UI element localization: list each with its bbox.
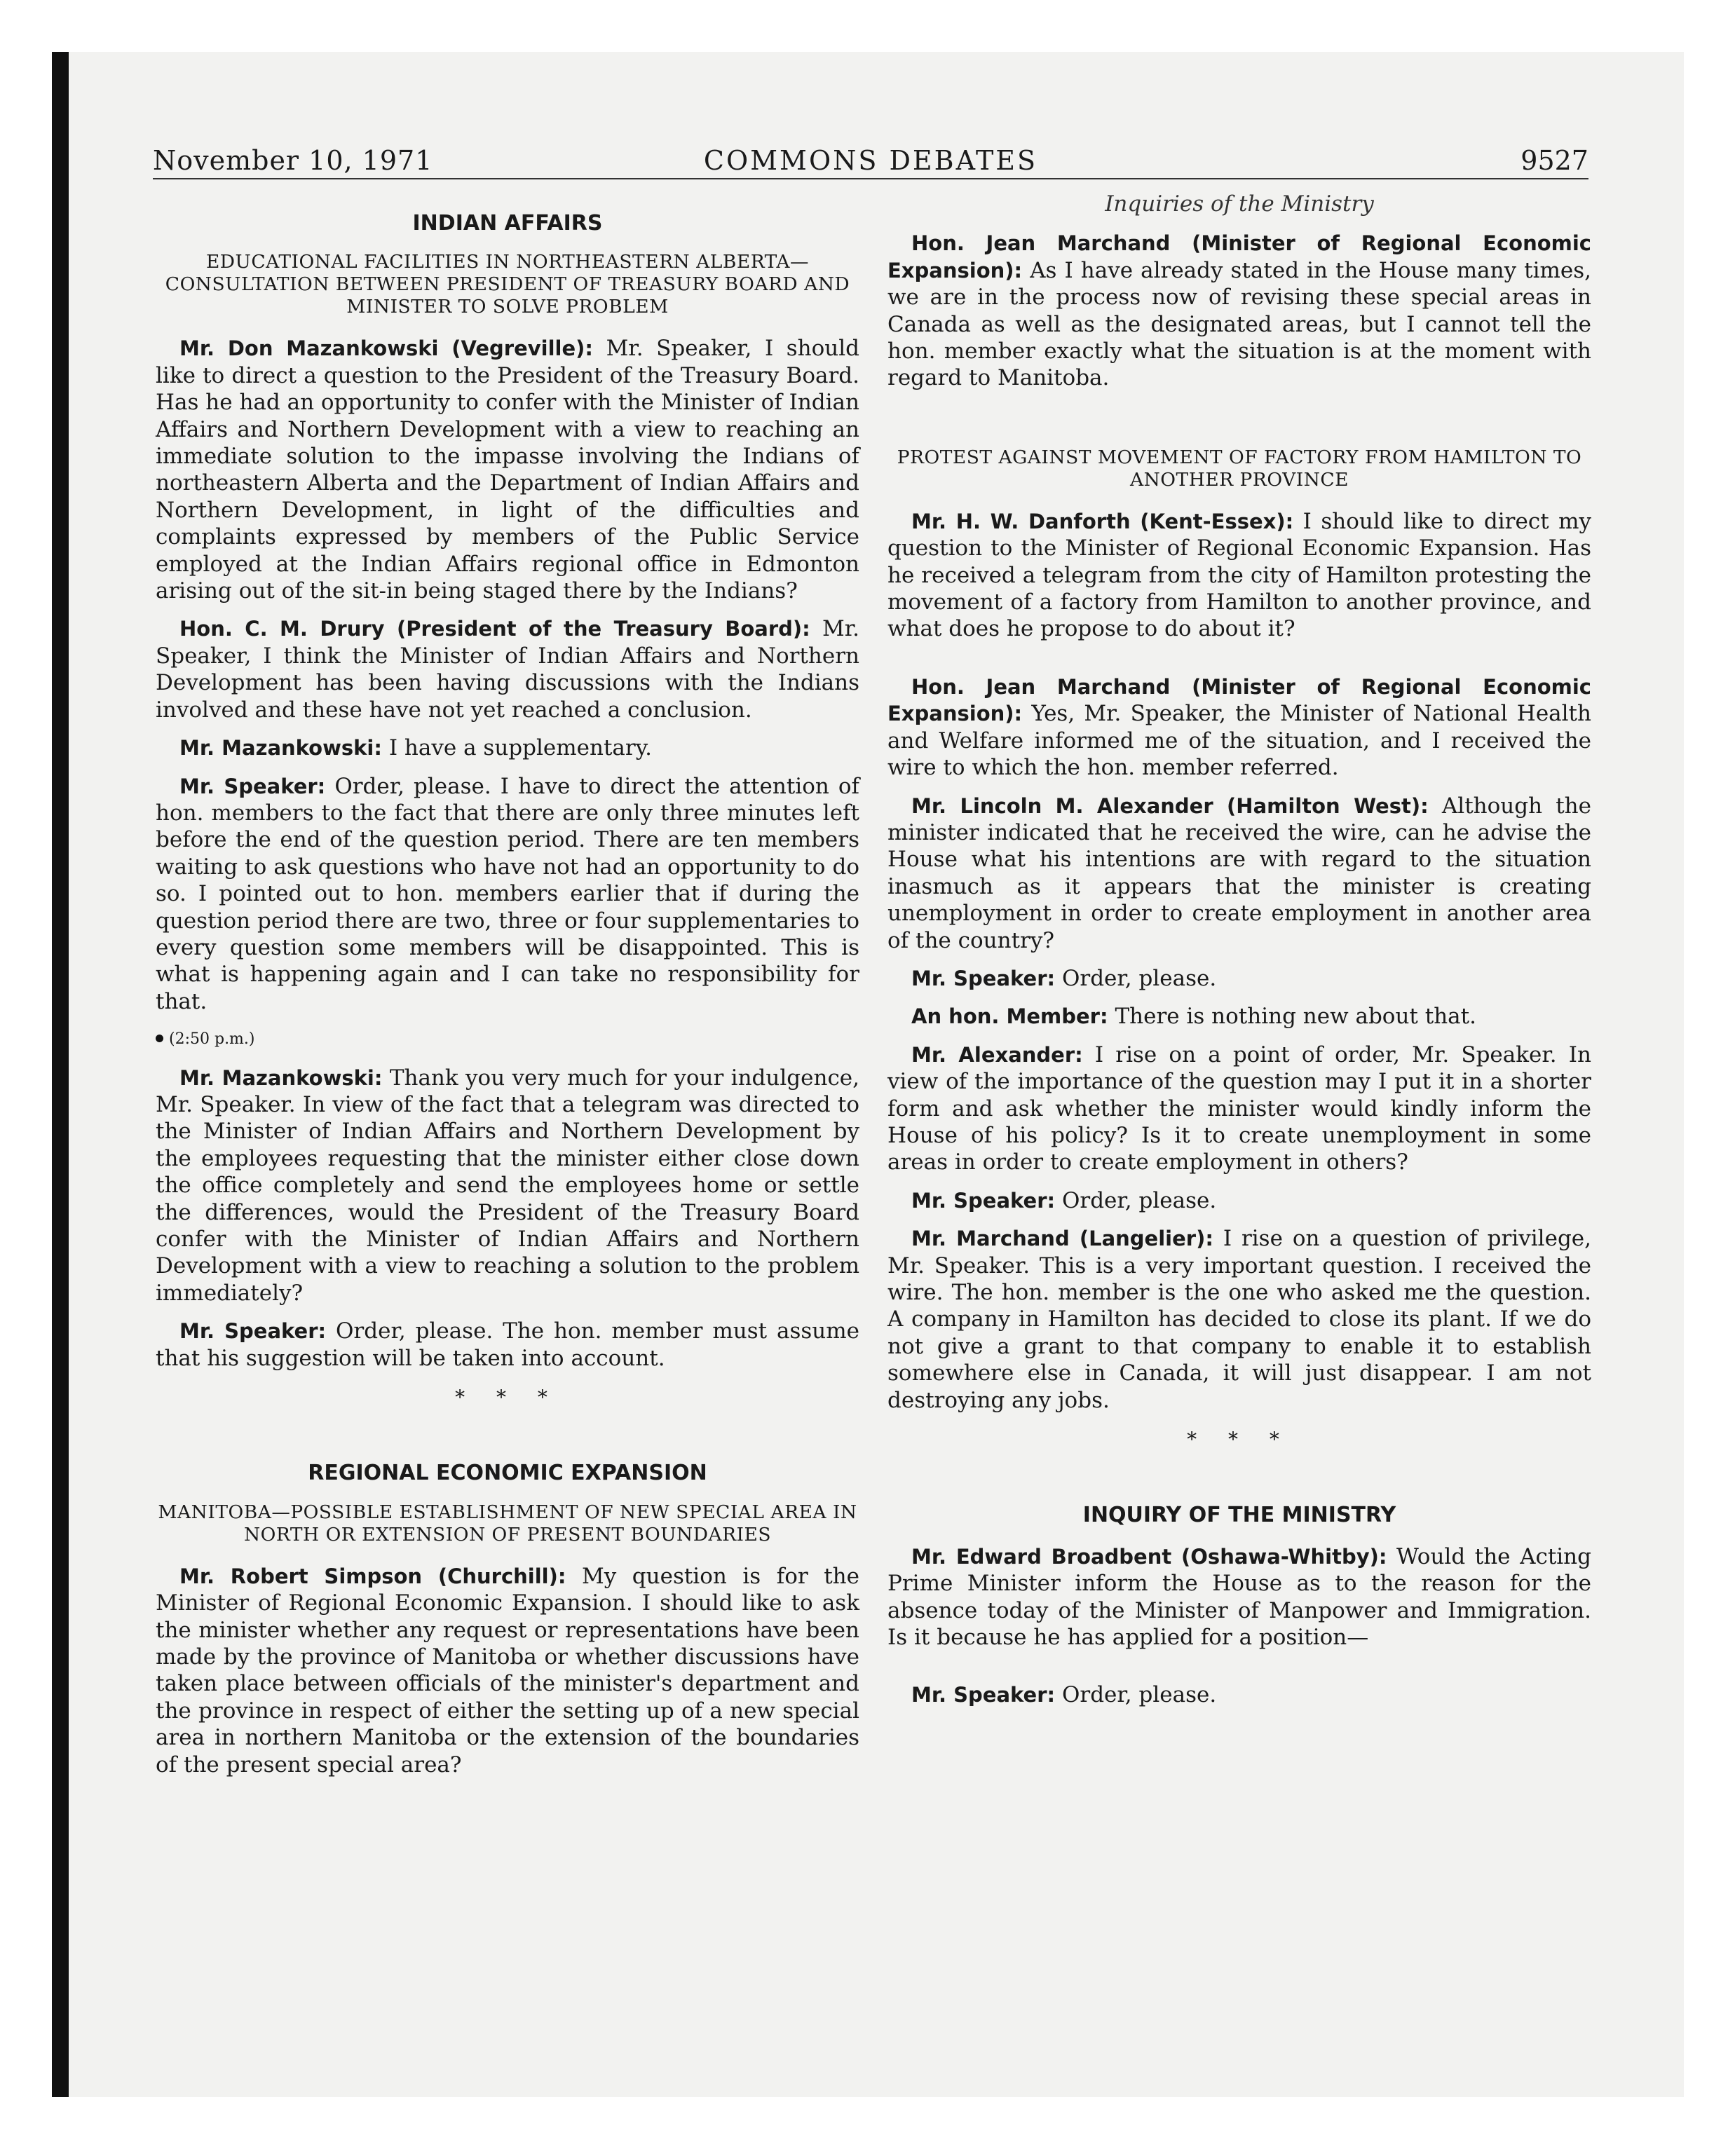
speech-paragraph	[887, 1543, 1591, 1651]
speech-paragraph	[156, 1318, 859, 1372]
page-header	[153, 144, 1588, 179]
speaker-name: Mr. Speaker:	[179, 774, 326, 798]
speech-text: I rise on a question of privilege, Mr. Speaker. This is a very important question. I received the wire. The hon. member is the one who asked me the question. A company in Hamilton has decided to close its plant. If we do not give a grant to that company to enable it to establish somewhere else in Canada, it will just disappear. I am not destroying any jobs.	[887, 1226, 1591, 1413]
header-title: COMMONS DEBATES	[703, 145, 1038, 176]
speaker-name: Hon. Jean Marchand (Minister of Regional Economic Expansion):	[887, 231, 1591, 282]
section-heading: INDIAN AFFAIRS	[412, 211, 603, 236]
speaker-name: Mr. Speaker:	[911, 966, 1056, 990]
speech-paragraph	[887, 1187, 1591, 1214]
section-heading: INQUIRY OF THE MINISTRY	[1082, 1503, 1396, 1528]
header-date: November 10, 1971	[153, 145, 433, 176]
timestamp	[156, 1026, 859, 1053]
running-head: Inquiries of the Ministry	[1105, 191, 1374, 217]
speech-text: I should like to direct my question to the Minister of Regional Economic Expansion. Has he received a telegram from the city of Hamilton protesting the movement of a factory from Hamilton to another province, and what does he propose to do about it?	[887, 508, 1591, 642]
section-separator: * * *	[455, 1386, 560, 1410]
speech-paragraph	[887, 965, 1591, 992]
speech-text: Order, please.	[1061, 1187, 1217, 1213]
left-column	[156, 191, 859, 1789]
speaker-name: Mr. Mazankowski:	[179, 1065, 383, 1090]
speech-text: Would the Acting Prime Minister inform the House as to the reason for the absence today of the Minister of Manpower and Immigration. Is it because he has applied for a position—	[887, 1543, 1591, 1651]
speech-text: Order, please.	[1061, 1682, 1217, 1708]
speaker-name: Mr. Don Mazankowski (Vegreville):	[179, 336, 594, 361]
speech-text: Although the minister indicated that he received the wire, can he advise the House what his intentions are with regard to the situation inasmuch as it appears that the minister is creating unemployment in order to create employment in another area of the country?	[887, 793, 1591, 953]
speech-paragraph	[156, 773, 859, 1016]
speaker-name: Mr. Marchand (Langelier):	[911, 1227, 1213, 1251]
speech-paragraph	[887, 674, 1591, 782]
speech-text: There is nothing new about that.	[1115, 1004, 1476, 1030]
speech-paragraph	[156, 335, 859, 604]
speech-paragraph	[887, 1003, 1591, 1030]
speech-paragraph	[156, 735, 859, 761]
section-separator: * * *	[1187, 1428, 1292, 1452]
speaker-name: Mr. Robert Simpson (Churchill):	[179, 1564, 566, 1588]
section-subheading: PROTEST AGAINST MOVEMENT OF FACTORY FROM HAMILTON TO ANOTHER PROVINCE	[897, 446, 1582, 491]
timestamp-text: (2:50 p.m.)	[169, 1030, 255, 1049]
section-subheading: EDUCATIONAL FACILITIES IN NORTHEASTERN ALBERTA—CONSULTATION BETWEEN PRESIDENT OF TREASURY BOARD AND MINISTER TO SOLVE PROBLEM	[165, 251, 850, 318]
speech-paragraph	[887, 1681, 1591, 1708]
speech-paragraph	[887, 1225, 1591, 1414]
speech-paragraph	[887, 230, 1591, 391]
speech-text: My question is for the Minister of Regional Economic Expansion. I should like to ask the minister whether any request or representations have been made by the province of Manitoba or whether discussions have taken place between officials of the minister's department and the province in respect of either the setting up of a new special area in northern Manitoba or the extension of the boundaries of the present special area?	[156, 1563, 859, 1778]
speaker-name: Hon. Jean Marchand (Minister of Regional Economic Expansion):	[887, 674, 1591, 726]
scan-border	[52, 52, 69, 2097]
speech-text: Order, please. The hon. member must assume that his suggestion will be taken into account.	[156, 1318, 859, 1371]
section-heading: REGIONAL ECONOMIC EXPANSION	[308, 1461, 707, 1486]
speech-paragraph	[156, 1065, 859, 1307]
speech-paragraph	[156, 1563, 859, 1778]
speech-text: I rise on a point of order, Mr. Speaker. In view of the importance of the question may I put it in a shorter form and ask whether the minister would kindly inform the House of his policy? Is it to create unemployment in some areas in order to create employment in others?	[887, 1042, 1592, 1175]
speaker-name: Mr. H. W. Danforth (Kent-Essex):	[911, 509, 1294, 533]
section-subheading: MANITOBA—POSSIBLE ESTABLISHMENT OF NEW SPECIAL AREA IN NORTH OR EXTENSION OF PRESENT BOUNDARIES	[158, 1501, 857, 1546]
speech-text: Mr. Speaker, I think the Minister of Indian Affairs and Northern Development has been having discussions with the Indians involved and these have not yet reached a conclusion.	[156, 616, 859, 723]
speaker-name: Mr. Speaker:	[911, 1683, 1056, 1707]
speech-text: As I have already stated in the House many times, we are in the process now of revising these special areas in Canada as well as the designated areas, but I cannot tell the hon. member exactly what the situation is at the moment with regard to Manitoba.	[887, 257, 1592, 391]
speaker-name: Mr. Alexander:	[911, 1042, 1083, 1067]
speech-paragraph	[887, 793, 1591, 954]
page-number: 9527	[1520, 145, 1588, 176]
speech-text: I have a supplementary.	[388, 735, 652, 761]
speaker-name: Mr. Mazankowski:	[179, 736, 382, 760]
speaker-name: Mr. Edward Broadbent (Oshawa-Whitby):	[911, 1544, 1387, 1569]
speaker-name: Hon. C. M. Drury (President of the Treasury Board):	[179, 617, 810, 641]
speech-paragraph	[887, 508, 1591, 643]
speaker-name: Mr. Lincoln M. Alexander (Hamilton West):	[911, 793, 1429, 818]
speaker-name: An hon. Member:	[911, 1004, 1108, 1029]
speech-paragraph	[156, 615, 859, 723]
speech-paragraph	[887, 1042, 1591, 1176]
speech-text: Order, please.	[1061, 965, 1217, 991]
speaker-name: Mr. Speaker:	[179, 1319, 327, 1344]
right-column	[887, 191, 1591, 1720]
speaker-name: Mr. Speaker:	[911, 1188, 1056, 1213]
bullet-icon	[156, 1035, 163, 1042]
speech-text: Yes, Mr. Speaker, the Minister of National Health and Welfare informed me of the situation, and I received the wire to which the hon. member referred.	[887, 701, 1591, 781]
speech-text: Mr. Speaker, I should like to direct a question to the President of the Treasury Board. Has he had an opportunity to confer with the Minister of Indian Affairs and Northern Development with a view to reaching an immediate solution to the impasse involving the Indians of northeastern Alberta and the Department of Indian Affairs and Northern Development, in light of the difficulties and complaints expressed by members of the Public Service employed at the Indian Affairs regional office in Edmonton arising out of the sit-in being staged there by the Indians?	[156, 336, 859, 604]
speech-text: Order, please. I have to direct the attention of hon. members to the fact that there are only three minutes left before the end of the question period. There are ten members waiting to ask questions who have not had an opportunity to do so. I pointed out to hon. members earlier that if during the question period there are two, three or four supplementaries to every question some members will be disappointed. This is what is happening again and I can take no responsibility for that.	[156, 773, 860, 1014]
speech-text: Thank you very much for your indulgence, Mr. Speaker. In view of the fact that a telegram was directed to the Minister of Indian Affairs and Northern Development by the employees requesting that the minister either close down the office completely and send the employees home or settle the differences, would the President of the Treasury Board confer with the Minister of Indian Affairs and Northern Development with a view to reaching a solution to the problem immediately?	[156, 1065, 859, 1306]
